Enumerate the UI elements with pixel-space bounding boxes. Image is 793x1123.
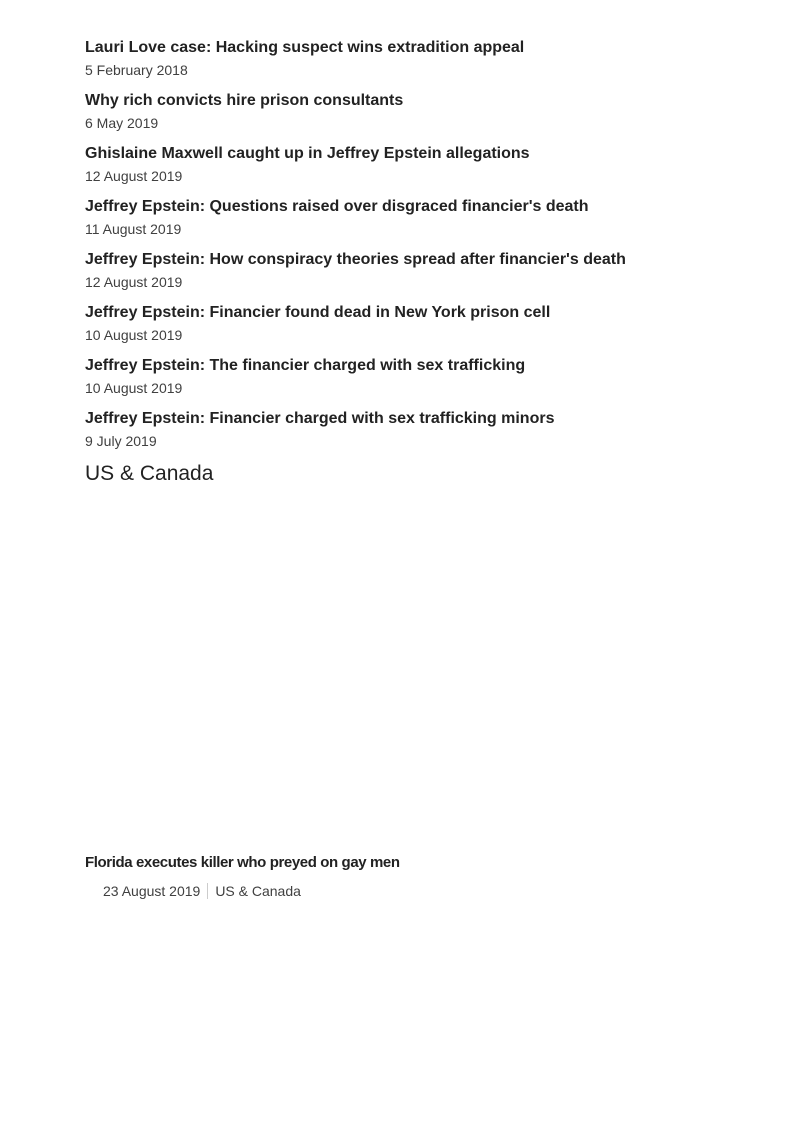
story-date: 10 August 2019 bbox=[85, 327, 183, 343]
promo-story-link[interactable]: Florida executes killer who preyed on gay men bbox=[85, 854, 400, 871]
list-item bbox=[85, 196, 725, 249]
list-item bbox=[85, 249, 725, 302]
story-link[interactable]: Jeffrey Epstein: How conspiracy theories spread after financier's death bbox=[85, 251, 626, 268]
promo-section-link[interactable]: US & Canada bbox=[215, 883, 301, 899]
story-link[interactable]: Jeffrey Epstein: Financier found dead in New York prison cell bbox=[85, 304, 551, 321]
story-date: 10 August 2019 bbox=[85, 380, 183, 396]
story-date: 5 February 2018 bbox=[85, 62, 188, 78]
list-item bbox=[85, 143, 725, 196]
story-date: 9 July 2019 bbox=[85, 433, 157, 449]
story-date: 12 August 2019 bbox=[85, 168, 183, 184]
story-link[interactable]: Jeffrey Epstein: Questions raised over disgraced financier's death bbox=[85, 198, 589, 215]
related-stories-list bbox=[85, 37, 725, 461]
story-link[interactable]: Ghislaine Maxwell caught up in Jeffrey Epstein allegations bbox=[85, 145, 530, 162]
meta-divider bbox=[207, 883, 208, 899]
promo-date: 23 August 2019 bbox=[103, 883, 201, 899]
story-link[interactable]: Jeffrey Epstein: Financier charged with sex trafficking minors bbox=[85, 410, 555, 427]
story-date: 6 May 2019 bbox=[85, 115, 159, 131]
story-link[interactable]: Lauri Love case: Hacking suspect wins extradition appeal bbox=[85, 39, 525, 56]
story-link[interactable]: Jeffrey Epstein: The financier charged with sex trafficking bbox=[85, 357, 526, 374]
list-item bbox=[85, 37, 725, 90]
list-item bbox=[85, 302, 725, 355]
list-item bbox=[85, 90, 725, 143]
story-link[interactable]: Why rich convicts hire prison consultants bbox=[85, 92, 404, 109]
section-heading: US & Canada bbox=[85, 462, 214, 485]
list-item bbox=[85, 408, 725, 461]
list-item bbox=[85, 355, 725, 408]
story-date: 11 August 2019 bbox=[85, 221, 182, 237]
promo-meta bbox=[103, 881, 301, 901]
story-date: 12 August 2019 bbox=[85, 274, 183, 290]
